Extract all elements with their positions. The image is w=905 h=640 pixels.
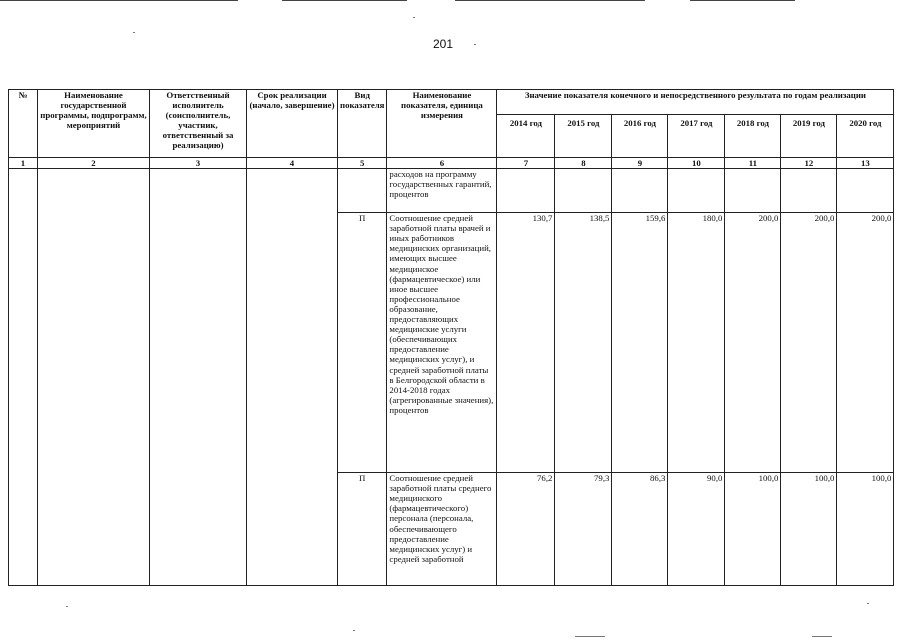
header-indicator-name: Наименование показателя, единица измерения: [387, 90, 497, 158]
value-2014: 76,2: [497, 473, 555, 586]
scan-speck: [413, 17, 415, 18]
scan-edge-line: [0, 0, 238, 1]
scan-edge-line: [282, 0, 407, 1]
value-2015: [555, 169, 612, 213]
indicator-type: П: [338, 213, 387, 473]
header-term: Срок реализации (начало, завершение): [247, 90, 338, 158]
cell-executor: [150, 169, 247, 586]
header-values-group: Значение показателя конечного и непосредственного результата по годам реализации: [497, 90, 894, 115]
header-year-2018: 2018 год: [725, 115, 781, 158]
scan-speck: [353, 630, 355, 631]
indicator-name: Соотношение средней заработной платы врачей и иных работников медицинских организаций, имеющих высшее медицинское (фармацевтическое) или иное высшее профессиональное образование, предоставляющих медицинские услуги (обеспечивающих предоставление медицинских услуг), и средней заработной платы в Белгородской области в 2014-2018 годах (агрегированные значения), процентов: [387, 213, 497, 473]
value-2018: [725, 169, 781, 213]
value-2017: 180,0: [668, 213, 725, 473]
column-number: 4: [247, 158, 338, 169]
scan-speck: [812, 636, 832, 637]
value-2017: 90,0: [668, 473, 725, 586]
column-number: 9: [612, 158, 668, 169]
header-year-2019: 2019 год: [781, 115, 837, 158]
value-2017: [668, 169, 725, 213]
value-2019: 200,0: [781, 213, 837, 473]
header-no: №: [9, 90, 38, 158]
cell-term: [247, 169, 338, 586]
table-row: [9, 169, 894, 213]
value-2015: 138,5: [555, 213, 612, 473]
value-2020: 100,0: [837, 473, 894, 586]
column-number: 11: [725, 158, 781, 169]
indicator-name: Соотношение средней заработной платы среднего медицинского (фармацевтического) персонала (персонала, обеспечивающего предоставление медицинских услуг) и средней заработной: [387, 473, 497, 586]
column-number: 10: [668, 158, 725, 169]
value-2019: [781, 169, 837, 213]
scan-edge-line: [455, 0, 645, 1]
value-2016: [612, 169, 668, 213]
column-number: 13: [837, 158, 894, 169]
value-2016: 159,6: [612, 213, 668, 473]
scan-speck: [867, 603, 869, 604]
header-indicator-type: Вид показателя: [338, 90, 387, 158]
column-number: 12: [781, 158, 837, 169]
column-number: 2: [38, 158, 150, 169]
header-year-2020: 2020 год: [837, 115, 894, 158]
scan-speck: [575, 636, 605, 637]
header-year-2015: 2015 год: [555, 115, 612, 158]
scan-speck: [133, 32, 135, 33]
scan-edge-line: [690, 0, 795, 1]
cell-program-name: [38, 169, 150, 586]
header-executor: Ответственный исполнитель (соисполнитель, участник, ответственный за реализацию): [150, 90, 247, 158]
value-2014: 130,7: [497, 213, 555, 473]
indicator-type: [338, 169, 387, 213]
value-2019: 100,0: [781, 473, 837, 586]
indicator-name: расходов на программу государственных гарантий, процентов: [387, 169, 497, 213]
value-2020: [837, 169, 894, 213]
column-number: 5: [338, 158, 387, 169]
value-2018: 200,0: [725, 213, 781, 473]
column-number: 8: [555, 158, 612, 169]
header-year-2016: 2016 год: [612, 115, 668, 158]
column-number: 3: [150, 158, 247, 169]
value-2015: 79,3: [555, 473, 612, 586]
column-number: 6: [387, 158, 497, 169]
page-number: 201: [433, 37, 454, 51]
column-number: 7: [497, 158, 555, 169]
indicators-table: [8, 89, 894, 586]
value-2020: 200,0: [837, 213, 894, 473]
header-year-2017: 2017 год: [668, 115, 725, 158]
value-2014: [497, 169, 555, 213]
header-program-name: Наименование государственной программы, подпрограмм, мероприятий: [38, 90, 150, 158]
indicator-type: П: [338, 473, 387, 586]
value-2016: 86,3: [612, 473, 668, 586]
cell-no: [9, 169, 38, 586]
column-number: 1: [9, 158, 38, 169]
scan-speck: [474, 44, 476, 45]
value-2018: 100,0: [725, 473, 781, 586]
scan-speck: [66, 606, 68, 607]
header-year-2014: 2014 год: [497, 115, 555, 158]
